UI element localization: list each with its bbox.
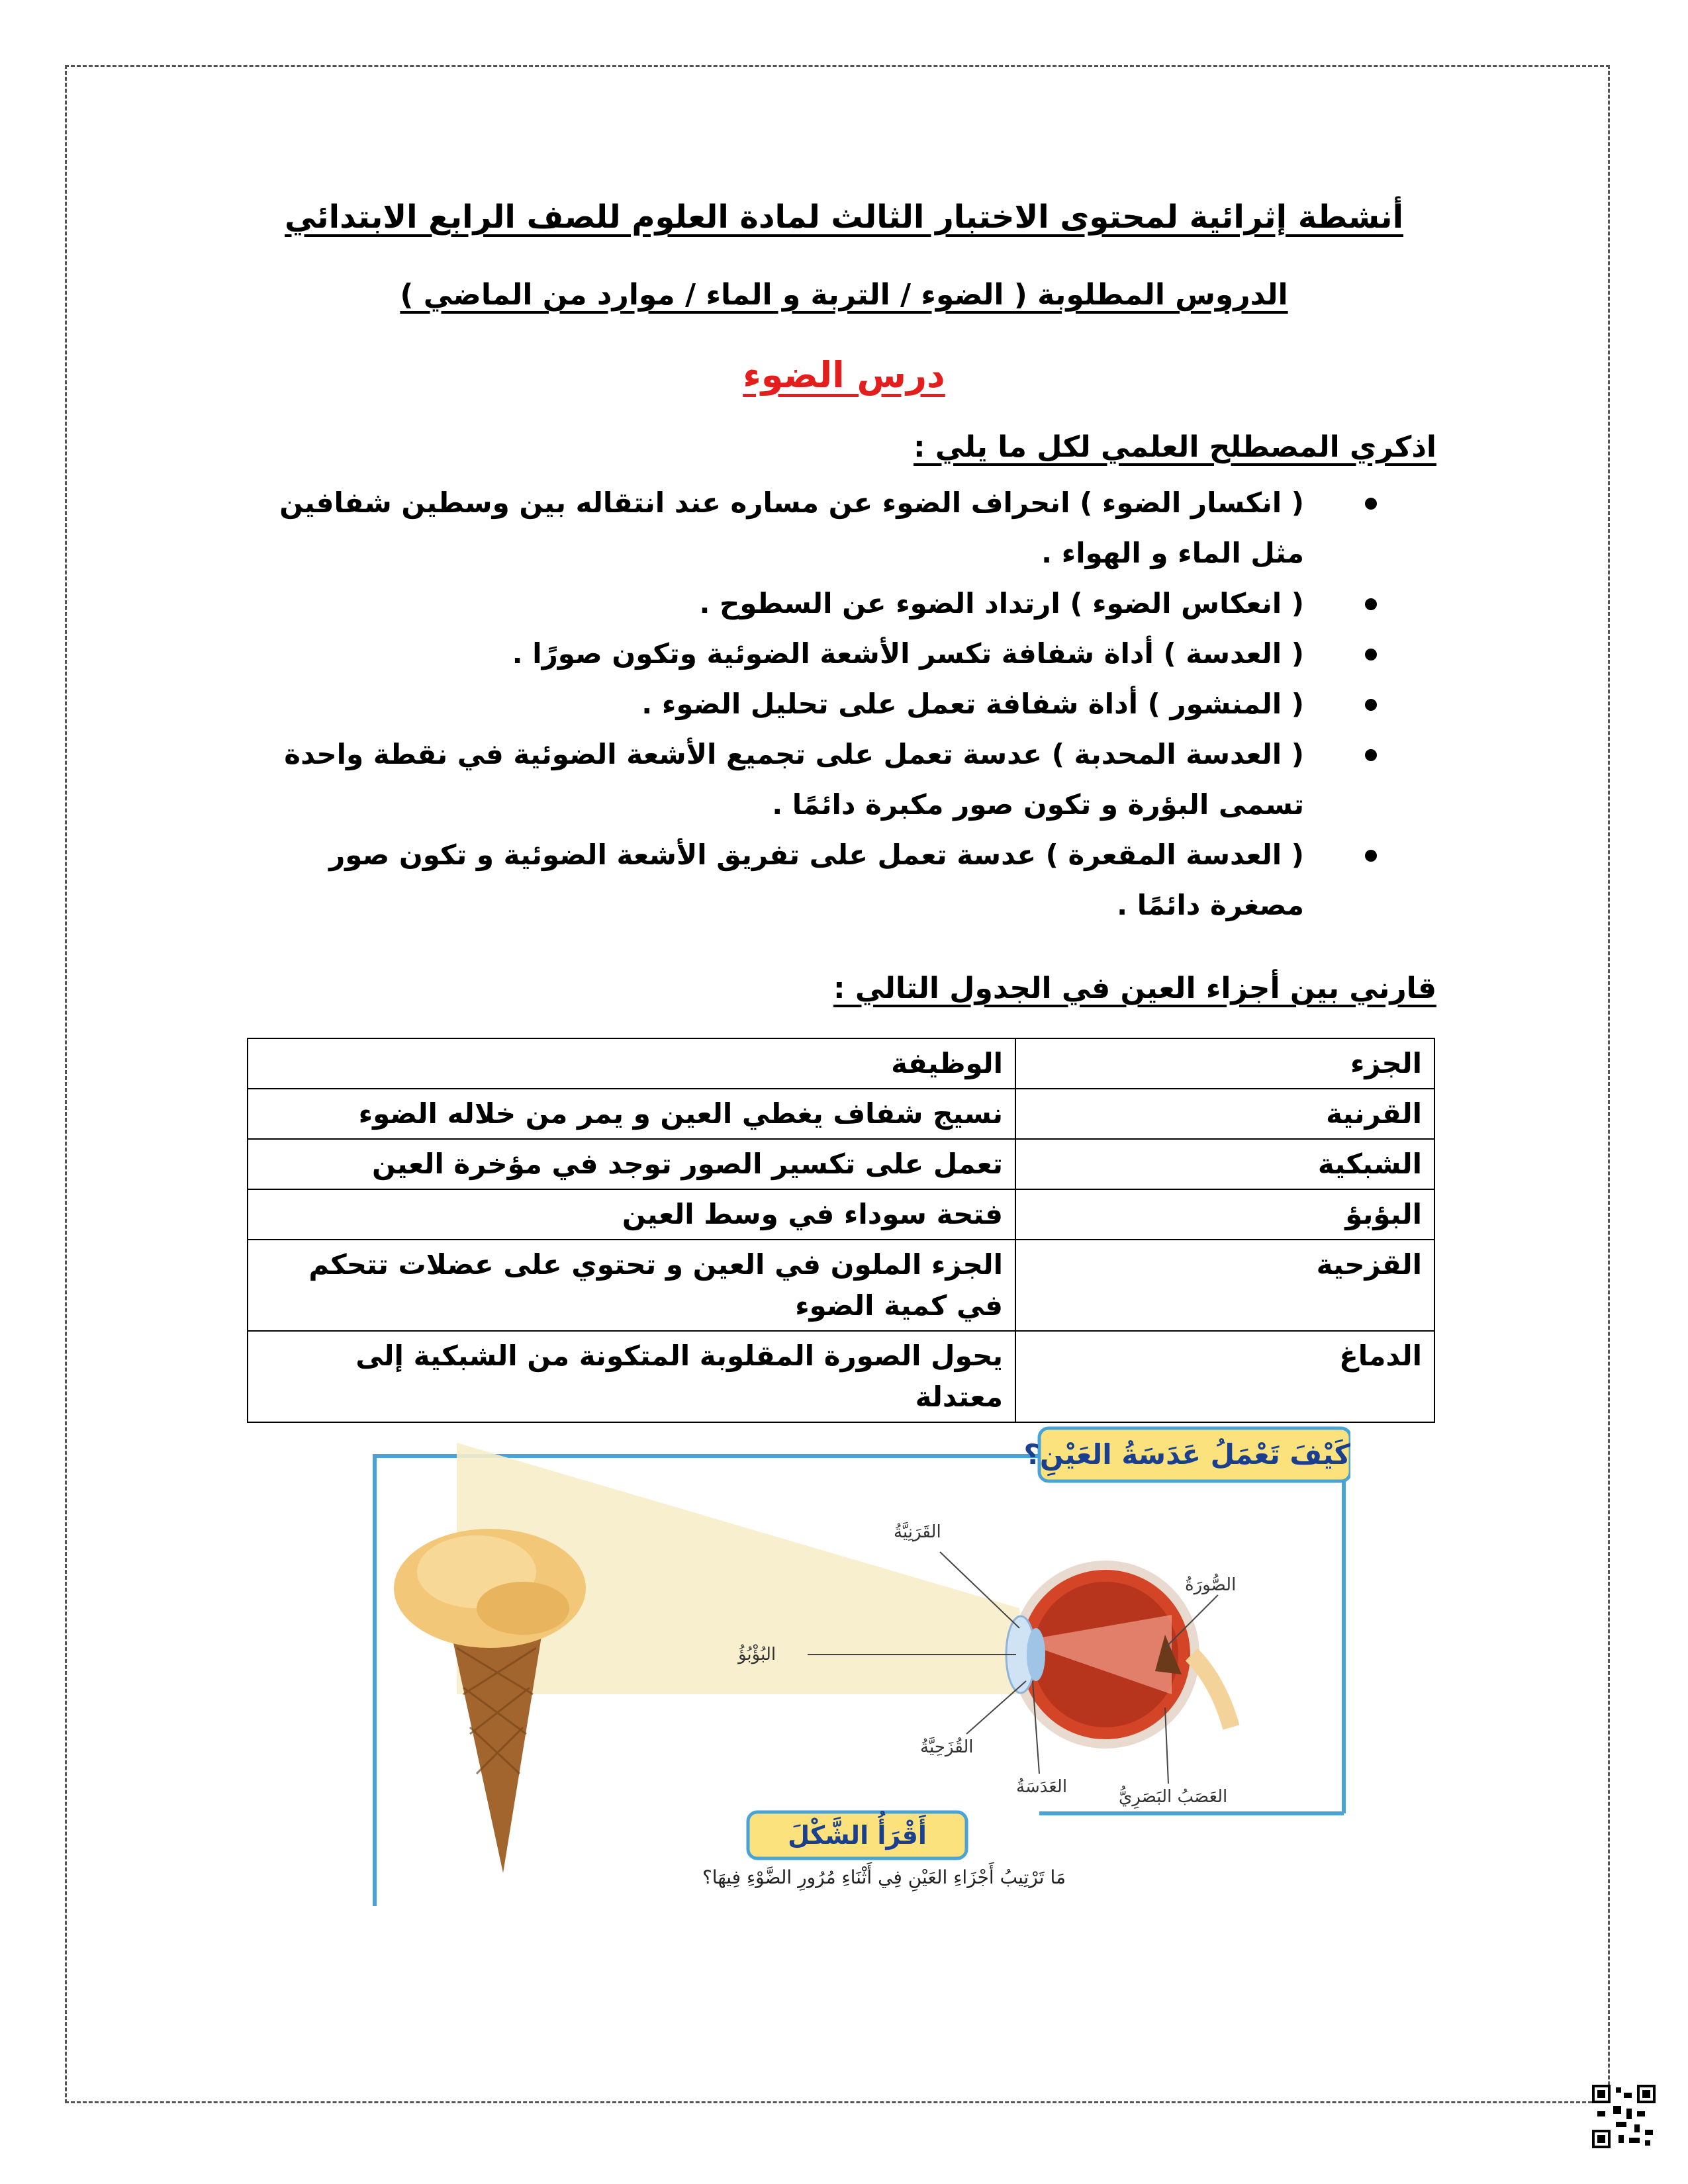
function-cell: فتحة سوداء في وسط العين (248, 1189, 1015, 1240)
figure-title: كَيْفَ تَعْمَلُ عَدَسَةُ العَيْنِ؟ (1023, 1438, 1350, 1471)
label-optic-nerve: العَصَبُ البَصَرِيُّ (1119, 1787, 1228, 1807)
term-text: ( انكسار الضوء ) انحراف الضوء عن مساره عند انتقاله بين وسطين شفافين مثل الماء و الهواء . (279, 486, 1304, 569)
function-cell: تعمل على تكسير الصور توجد في مؤخرة العين (248, 1139, 1015, 1189)
table-row (248, 1331, 1434, 1422)
list-item (252, 679, 1377, 729)
function-cell: يحول الصورة المقلوبة المتكونة من الشبكية إلى معتدلة (248, 1331, 1015, 1422)
bullet-icon (1365, 749, 1377, 761)
term-text: ( العدسة المقعرة ) عدسة تعمل على تفريق الأشعة الضوئية و تكون صور مصغرة دائمًا . (329, 839, 1304, 921)
eye-parts-table (247, 1038, 1435, 1423)
label-pupil: البُؤْبُؤُ (738, 1645, 776, 1664)
cone-icon (450, 1628, 543, 1873)
bullet-icon (1365, 699, 1377, 711)
term-text: ( انعكاس الضوء ) ارتداد الضوء عن السطوح . (699, 587, 1304, 619)
list-item (252, 629, 1377, 679)
optic-nerve-icon (1192, 1655, 1231, 1727)
table-row (248, 1139, 1434, 1189)
part-cell: القرنية (1015, 1089, 1434, 1139)
label-image: الصُّورَةُ (1185, 1575, 1237, 1595)
term-text: ( المنشور ) أداة شفافة تعمل على تحليل الضوء . (641, 688, 1304, 720)
table-header-row (248, 1038, 1434, 1089)
list-item (252, 830, 1377, 931)
term-text: ( العدسة المحدبة ) عدسة تعمل على تجميع الأشعة الضوئية في نقطة واحدة تسمى البؤرة و تكون صور مكبرة دائمًا . (284, 738, 1304, 821)
page-subtitle: الدروس المطلوبة ( الضوء / التربة و الماء / موارد من الماضي ) (400, 278, 1288, 312)
label-cornea: القَرَنِيَّةُ (894, 1522, 941, 1542)
read-figure-title: أَقْرَأُ الشَّكْلَ (788, 1821, 927, 1850)
table-row (248, 1240, 1434, 1331)
bullet-icon (1365, 598, 1377, 610)
function-cell: نسيج شفاف يغطي العين و يمر من خلاله الضوء (248, 1089, 1015, 1139)
label-lens: العَدَسَةُ (1016, 1777, 1068, 1797)
eye-lens-figure (371, 1416, 1350, 1906)
compare-heading: قارني بين أجزاء العين في الجدول التالي : (833, 972, 1436, 1005)
term-text: ( العدسة ) أداة شفافة تكسر الأشعة الضوئية وتكون صورًا . (512, 637, 1304, 670)
bullet-icon (1365, 498, 1377, 510)
list-item (252, 729, 1377, 830)
column-header-function: الوظيفة (248, 1038, 1015, 1089)
part-cell: الشبكية (1015, 1139, 1434, 1189)
list-item (252, 478, 1377, 578)
column-header-part: الجزء (1015, 1038, 1434, 1089)
read-figure-question: مَا تَرْتِيبُ أَجْزَاءِ العَيْنِ فِي أَثْنَاءِ مُرُورِ الضَّوْءِ فِيهَا؟ (702, 1866, 1066, 1888)
table-row (248, 1189, 1434, 1240)
lesson-title: درس الضوء (743, 354, 945, 396)
function-cell: الجزء الملون في العين و تحتوي على عضلات تتحكم في كمية الضوء (248, 1240, 1015, 1331)
part-cell: القزحية (1015, 1240, 1434, 1331)
page-title: أنشطة إثرائية لمحتوى الاختبار الثالث لمادة العلوم للصف الرابع الابتدائي (284, 199, 1404, 236)
lens-icon (1027, 1628, 1045, 1681)
part-cell: الدماغ (1015, 1331, 1434, 1422)
list-item (252, 578, 1377, 629)
qr-code-icon (1592, 2085, 1656, 2148)
part-cell: البؤبؤ (1015, 1189, 1434, 1240)
terms-heading: اذكري المصطلح العلمي لكل ما يلي : (913, 430, 1436, 464)
terms-list (252, 478, 1377, 931)
bullet-icon (1365, 850, 1377, 862)
bullet-icon (1365, 649, 1377, 660)
label-iris: القُزَحِيَّةُ (920, 1737, 974, 1757)
table-row (248, 1089, 1434, 1139)
